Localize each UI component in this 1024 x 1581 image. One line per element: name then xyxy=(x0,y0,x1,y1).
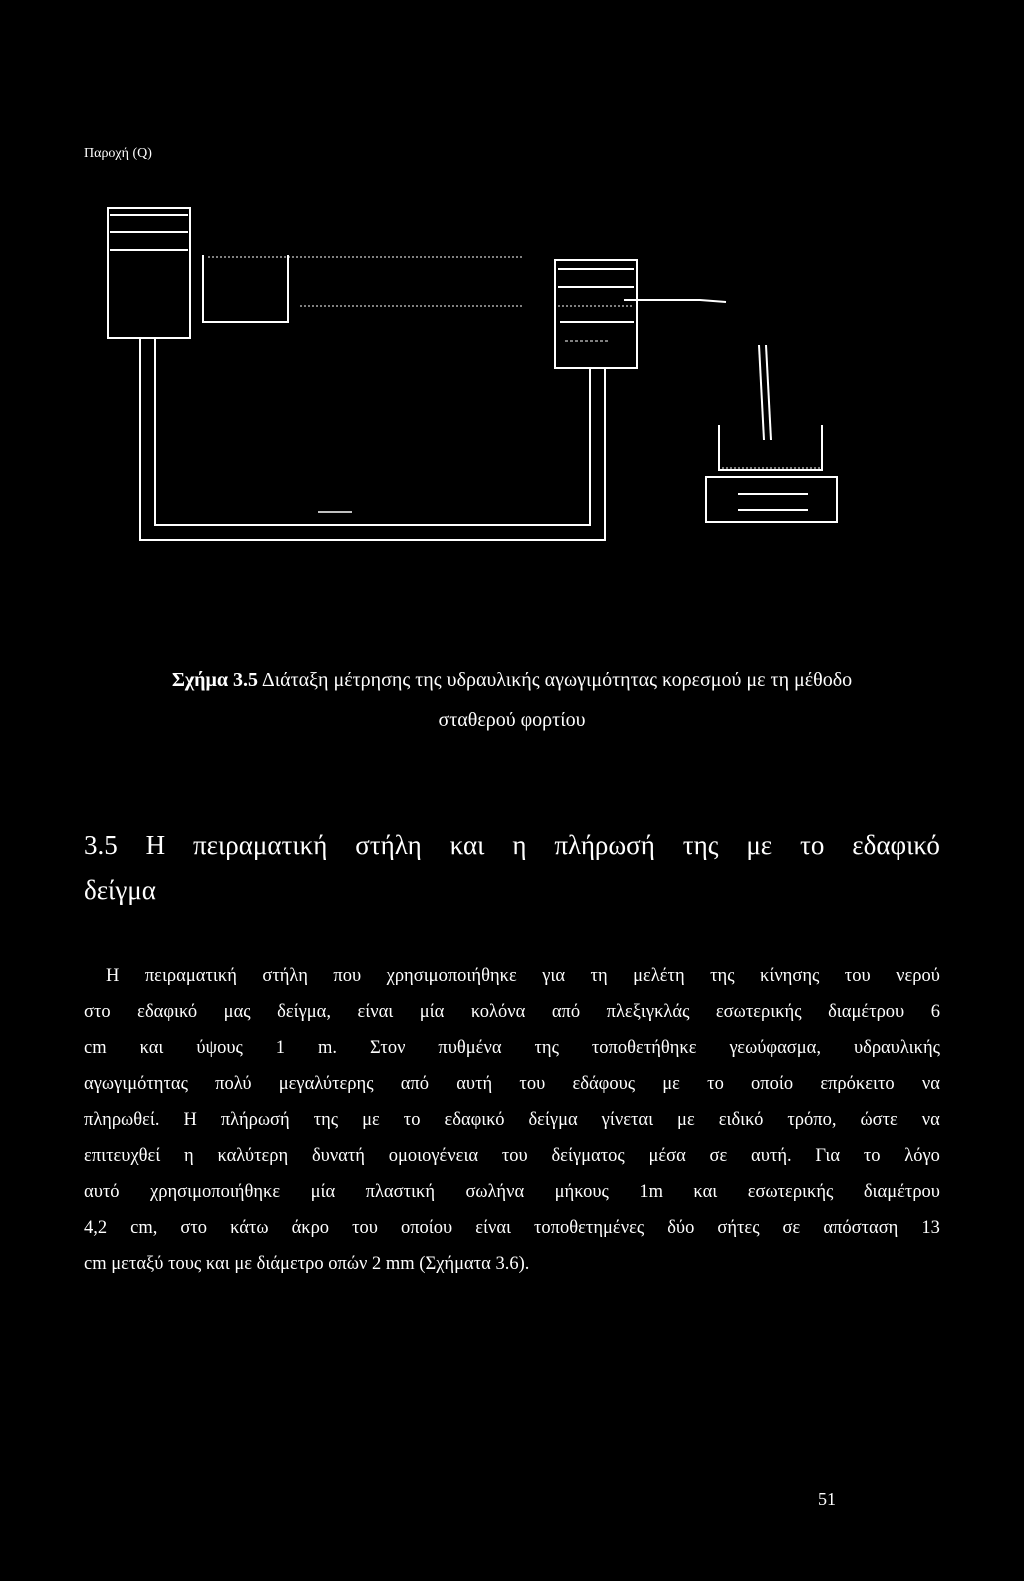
paragraph-line: cm και ύψους 1 m. Στον πυθμένα της τοποθετήθηκε γεωύφασμα, υδραυλικής xyxy=(84,1038,940,1058)
heading-word: Η xyxy=(145,830,166,860)
supply-reservoir xyxy=(108,208,190,338)
connecting-tube xyxy=(140,338,605,540)
figure-caption-text: Διάταξη μέτρησης της υδραυλικής αγωγιμότητας κορεσμού με τη μέθοδο xyxy=(257,669,853,691)
figure-caption-number: Σχήμα 3.5 xyxy=(171,669,258,691)
paragraph-line: 4,2 cm, στο κάτω άκρο του οποίου είναι τοποθετημένες δύο σήτες σε απόσταση 13 xyxy=(84,1218,940,1238)
page-number: 51 xyxy=(818,1489,836,1509)
heading-word: η xyxy=(512,830,527,860)
heading-word: πλήρωσή xyxy=(554,830,655,860)
outflow-tube xyxy=(624,300,771,440)
paragraph-line: Η πειραματική στήλη που χρησιμοποιήθηκε για τη μελέτη της κίνησης του νερού xyxy=(106,966,940,986)
flow-label: Παροχή (Q) xyxy=(84,146,152,161)
paragraph-line: στο εδαφικό μας δείγμα, είναι μία κολόνα από πλεξιγκλάς εσωτερικής διαμέτρου 6 xyxy=(84,1002,940,1022)
heading-word: 3.5 xyxy=(84,830,118,860)
paragraph-line: αγωγιμότητας πολύ μεγαλύτερης από αυτή του εδάφους με το οποίο επρόκειτο να xyxy=(84,1074,940,1094)
constant-head-apparatus-diagram xyxy=(0,0,1024,560)
heading-word: πειραματική xyxy=(193,830,328,860)
heading-word: με xyxy=(746,830,773,860)
overflow-trough xyxy=(203,255,523,322)
heading-word: και xyxy=(449,830,485,860)
figure-caption-line2: σταθερού φορτίου xyxy=(438,709,586,731)
soil-column xyxy=(300,260,637,368)
paragraph-line: επιτευχθεί η καλύτερη δυνατή ομοιογένεια του δείγματος μέσα σε αυτή. Για το λόγο xyxy=(84,1146,940,1166)
paragraph-line: αυτό χρησιμοποιήθηκε μία πλαστική σωλήνα μήκους 1m και εσωτερικής διαμέτρου xyxy=(84,1182,940,1202)
heading-word: στήλη xyxy=(355,830,422,860)
figure-caption-line1 xyxy=(60,660,964,700)
heading-word: εδαφικό xyxy=(852,830,940,860)
paragraph-line: πληρωθεί. Η πλήρωσή της με το εδαφικό δείγμα γίνεται με ειδικό τρόπο, ώστε να xyxy=(84,1110,940,1130)
paragraph-line: cm μεταξύ τους και με διάμετρο οπών 2 mm (Σχήματα 3.6). xyxy=(84,1254,530,1274)
heading-word: της xyxy=(682,830,719,860)
heading-word: το xyxy=(800,830,825,860)
section-heading-line1 xyxy=(84,823,940,868)
section-heading-line2: δείγμα xyxy=(84,875,156,905)
section-heading xyxy=(84,823,940,913)
body-paragraph xyxy=(84,958,940,1282)
